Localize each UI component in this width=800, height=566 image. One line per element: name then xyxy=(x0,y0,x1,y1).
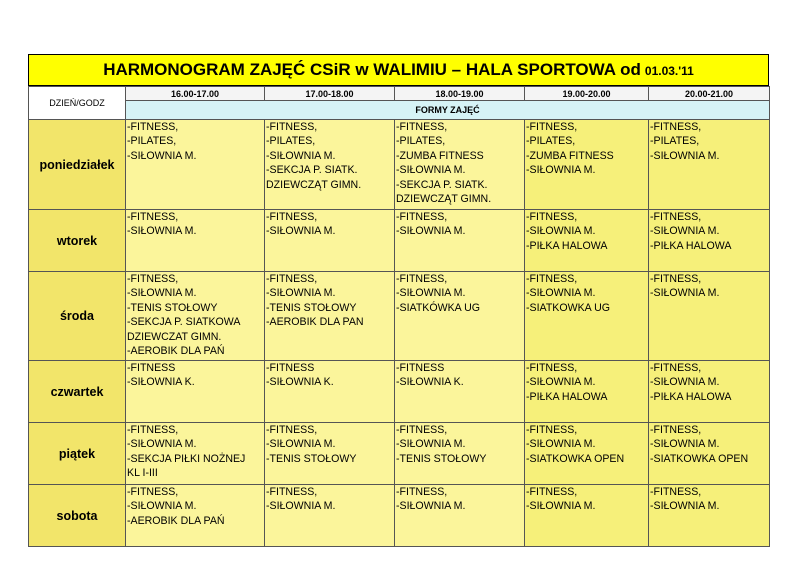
time-header: 18.00-19.00 xyxy=(395,87,525,101)
schedule-cell: -FITNESS -SIŁOWNIA K. xyxy=(126,361,265,423)
day-label: piątek xyxy=(29,423,126,485)
schedule-cell: -FITNESS, -SIŁOWNIA M. xyxy=(649,485,770,547)
schedule-cell: -FITNESS, -SIŁOWNIA M. -SIATKÓWKA UG xyxy=(395,272,525,361)
schedule-cell: -FITNESS, -SIŁOWNIA M. -PIŁKA HALOWA xyxy=(649,361,770,423)
title-date: 01.03.'11 xyxy=(644,64,694,78)
schedule-cell: -FITNESS, -SIŁOWNIA M. xyxy=(649,272,770,361)
schedule-sheet xyxy=(28,54,769,547)
schedule-cell: -FITNESS, -PILATES, -SIŁOWNIA M. xyxy=(126,120,265,210)
time-header: 20.00-21.00 xyxy=(649,87,770,101)
table-row xyxy=(29,485,770,547)
table-row xyxy=(29,361,770,423)
time-header: 17.00-18.00 xyxy=(265,87,395,101)
schedule-cell: -FITNESS, -SIŁOWNIA M. -PIŁKA HALOWA xyxy=(649,210,770,272)
day-label: sobota xyxy=(29,485,126,547)
schedule-cell: -FITNESS, -SIŁOWNIA M. xyxy=(525,485,649,547)
time-header: 16.00-17.00 xyxy=(126,87,265,101)
table-row xyxy=(29,272,770,361)
schedule-cell: -FITNESS, -SIŁOWNIA M. -SEKCJA PIŁKI NOŻNEJ KL I-III xyxy=(126,423,265,485)
schedule-cell: -FITNESS -SIŁOWNIA K. xyxy=(395,361,525,423)
title-text: HARMONOGRAM ZAJĘĆ CSiR w WALIMIU – HALA SPORTOWA od xyxy=(103,60,641,79)
table-row xyxy=(29,120,770,210)
table-row xyxy=(29,423,770,485)
schedule-cell: -FITNESS, -SIŁOWNIA M. -AEROBIK DLA PAŃ xyxy=(126,485,265,547)
schedule-cell: -FITNESS, -PILATES, -ZUMBA FITNESS -SIŁOWNIA M. -SEKCJA P. SIATK. DZIEWCZĄT GIMN. xyxy=(395,120,525,210)
page-title xyxy=(28,54,769,86)
day-label: wtorek xyxy=(29,210,126,272)
day-label: środa xyxy=(29,272,126,361)
schedule-table xyxy=(28,86,770,547)
schedule-cell: -FITNESS, -SIŁOWNIA M. -SIATKOWKA OPEN xyxy=(649,423,770,485)
day-label: czwartek xyxy=(29,361,126,423)
schedule-cell: -FITNESS, -PILATES, -ZUMBA FITNESS -SIŁOWNIA M. xyxy=(525,120,649,210)
schedule-cell: -FITNESS, -SIŁOWNIA M. xyxy=(395,485,525,547)
table-row xyxy=(29,210,770,272)
schedule-cell: -FITNESS, -SIŁOWNIA M. -TENIS STOŁOWY xyxy=(395,423,525,485)
schedule-cell: -FITNESS, -SIŁOWNIA M. xyxy=(395,210,525,272)
schedule-cell: -FITNESS, -SIŁOWNIA M. -PIŁKA HALOWA xyxy=(525,361,649,423)
schedule-cell: -FITNESS, -SIŁOWNIA M. xyxy=(265,485,395,547)
schedule-cell: -FITNESS, -SIŁOWNIA M. xyxy=(265,210,395,272)
schedule-cell: -FITNESS, -SIŁOWNIA M. -SIATKOWKA OPEN xyxy=(525,423,649,485)
schedule-cell: -FITNESS, -SIŁOWNIA M. -PIŁKA HALOWA xyxy=(525,210,649,272)
schedule-cell: -FITNESS -SIŁOWNIA K. xyxy=(265,361,395,423)
day-hour-header: DZIEŃ/GODZ xyxy=(29,87,126,120)
time-header: 19.00-20.00 xyxy=(525,87,649,101)
day-label: poniedziałek xyxy=(29,120,126,210)
schedule-cell: -FITNESS, -SIŁOWNIA M. -SIATKOWKA UG xyxy=(525,272,649,361)
schedule-cell: -FITNESS, -SIŁOWNIA M. -TENIS STOŁOWY -AEROBIK DLA PAN xyxy=(265,272,395,361)
schedule-cell: -FITNESS, -SIŁOWNIA M. xyxy=(126,210,265,272)
schedule-cell: -FITNESS, -PILATES, -SIŁOWNIA M. -SEKCJA P. SIATK. DZIEWCZĄT GIMN. xyxy=(265,120,395,210)
schedule-cell: -FITNESS, -PILATES, -SIŁOWNIA M. xyxy=(649,120,770,210)
activity-forms-header: FORMY ZAJĘĆ xyxy=(126,101,770,120)
schedule-cell: -FITNESS, -SIŁOWNIA M. -TENIS STOŁOWY xyxy=(265,423,395,485)
schedule-cell: -FITNESS, -SIŁOWNIA M. -TENIS STOŁOWY -SEKCJA P. SIATKOWA DZIEWCZAT GIMN. -AEROBIK DLA PAŃ xyxy=(126,272,265,361)
